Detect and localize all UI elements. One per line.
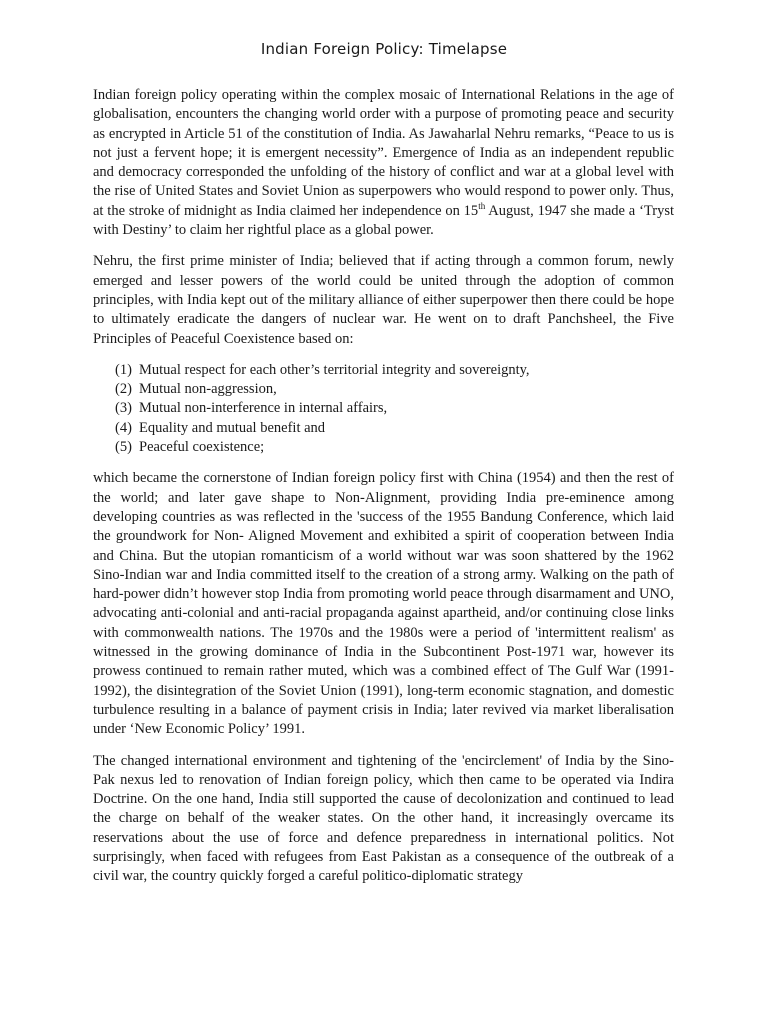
paragraph-encirclement: The changed international environment and tightening of the 'encirclement' of India by the Sino-Pak nexus led to renovation of Indian foreign policy, which then came to be operated via Indira Doctrine. On the one hand, India still supported the cause of decolonization and continued to lead the charge on behalf of the weaker states. On the other hand, it increasingly overcame its reservations about the use of force and defence preparedness in international politics. Not surprisingly, when faced with refugees from East Pakistan as a consequence of the outbreak of a civil war, the country quickly forged a careful politico-diplomatic strategy [93, 752, 674, 885]
paragraph-intro [93, 86, 674, 240]
list-item-text: Mutual non-aggression, [139, 381, 277, 398]
list-item [93, 438, 674, 457]
list-item [93, 419, 674, 438]
list-item-text: Mutual non-interference in internal affairs, [139, 400, 388, 417]
paragraph-intro-continued: August, 1947 she made a ‘Tryst with Destiny’ to claim her rightful place as a global power. [93, 202, 674, 239]
superscript-ordinal: th [478, 200, 486, 211]
list-item [93, 380, 674, 399]
list-item-number: (3) [115, 400, 132, 417]
paragraph-intro-text: Indian foreign policy operating within the complex mosaic of International Relations in the age of globalisation, encounters the changing world order with a purpose of promoting peace and security as encrypted in Article 51 of the constitution of India. As Jawaharlal Nehru remarks, “Peace to us is not just a fervent hope; it is emergent necessity”. Emergence of India as an independent republic and democracy corresponded the unfolding of the history of conflict and war at a global level with the rise of United States and Soviet Union as superpowers who would respond to power only. Thus, at the stroke of midnight as India claimed her independence on 15 [93, 87, 674, 219]
list-item-number: (4) [115, 419, 132, 436]
list-item-number: (5) [115, 439, 132, 456]
list-item-number: (2) [115, 381, 132, 398]
document-title: Indian Foreign Policy: Timelapse [260, 40, 508, 58]
document-body [93, 86, 674, 899]
list-item-number: (1) [115, 361, 132, 378]
list-item-text: Peaceful coexistence; [139, 439, 265, 456]
paragraph-nehru: Nehru, the first prime minister of India; believed that if acting through a common forum, newly emerged and lesser powers of the world could be united through the adoption of common principles, with India kept out of the military alliance of either superpower then there could be hope to ultimately eradicate the dangers of nuclear war. He went on to draft Panchsheel, the Five Principles of Peaceful Coexistence based on: [93, 253, 674, 347]
list-item-text: Equality and mutual benefit and [139, 419, 326, 436]
list-item-text: Mutual respect for each other’s territorial integrity and sovereignty, [139, 361, 530, 378]
paragraph-cornerstone: which became the cornerstone of Indian foreign policy first with China (1954) and then the rest of the world; and later gave shape to Non-Alignment, providing India pre-eminence among developing countries as was reflected in the 'success of the 1955 Bandung Conference, which laid the groundwork for Non- Aligned Movement and exhibited a spirit of cooperation between India and China. But the utopian romanticism of a world without war was soon shattered by the 1962 Sino-Indian war and India committed itself to the creation of a strong army. Walking on the path of hard-power didn’t however stop India from promoting world peace through disarmament and UNO, advocating anti-colonial and anti-racial propaganda against apartheid, and/or continuing close links with commonwealth nations. The 1970s and the 1980s were a period of 'intermittent realism' as witnessed in the growing dominance of India in the Subcontinent Post-1971 war, however its prowess continued to remain rather muted, which was a combined effect of The Gulf War (1991-1992), the disintegration of the Soviet Union (1991), long-term economic stagnation, and domestic turbulence resulting in a balance of payment crisis in India; later revived via market liberalisation under ‘New Economic Policy’ 1991. [93, 470, 674, 738]
list-item [93, 361, 674, 380]
list-item [93, 399, 674, 418]
panchsheel-list [93, 361, 674, 457]
